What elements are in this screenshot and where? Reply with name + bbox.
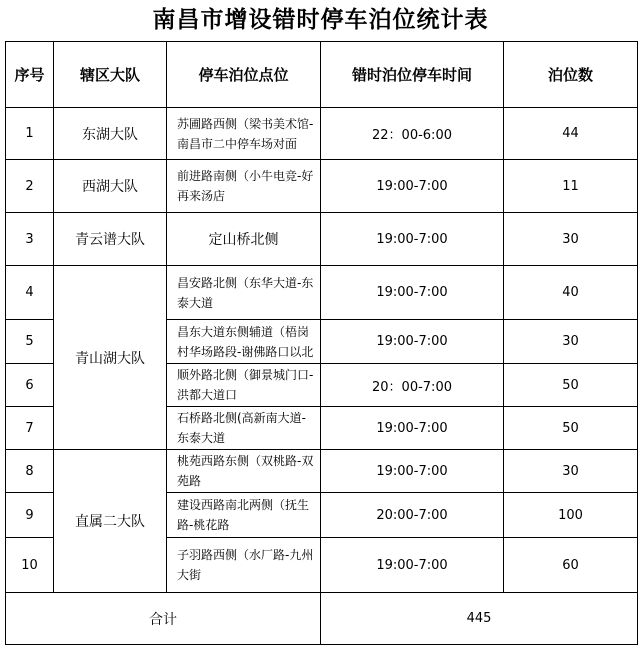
row-index: 1 <box>6 108 54 160</box>
row-index: 5 <box>6 320 54 364</box>
row-time: 19:00-7:00 <box>321 160 504 213</box>
row-location: 前进路南侧（小牛电竞-好再来汤店 <box>167 160 321 213</box>
row-time: 22：00-6:00 <box>321 108 504 160</box>
row-time: 20:00-7:00 <box>321 493 504 538</box>
total-value: 445 <box>321 593 638 645</box>
table-row <box>6 108 638 160</box>
row-count: 100 <box>504 493 638 538</box>
row-location: 昌安路北侧（东华大道-东泰大道 <box>167 266 321 320</box>
row-location: 建设西路南北两侧（抚生路-桃花路 <box>167 493 321 538</box>
row-count: 11 <box>504 160 638 213</box>
header-location: 停车泊位点位 <box>167 42 321 108</box>
row-district: 东湖大队 <box>54 108 167 160</box>
row-location: 定山桥北侧 <box>167 213 321 266</box>
row-count: 30 <box>504 320 638 364</box>
row-time: 19:00-7:00 <box>321 450 504 493</box>
row-district: 青山湖大队 <box>54 266 167 450</box>
row-location: 子羽路西侧（水厂路-九州大街 <box>167 538 321 593</box>
row-count: 50 <box>504 364 638 407</box>
row-index: 6 <box>6 364 54 407</box>
row-index: 7 <box>6 407 54 450</box>
row-location: 昌东大道东侧辅道（梧岗村华场路段-谢佛路口以北 <box>167 320 321 364</box>
row-location: 苏圃路西侧（梁书美术馆-南昌市二中停车场对面 <box>167 108 321 160</box>
total-label: 合计 <box>6 593 321 645</box>
row-time: 19:00-7:00 <box>321 213 504 266</box>
row-index: 10 <box>6 538 54 593</box>
table-row <box>6 450 638 493</box>
row-location: 石桥路北侧(高新南大道-东泰大道 <box>167 407 321 450</box>
header-index: 序号 <box>6 42 54 108</box>
row-count: 60 <box>504 538 638 593</box>
row-time: 19:00-7:00 <box>321 538 504 593</box>
row-time: 19:00-7:00 <box>321 407 504 450</box>
header-time: 错时泊位停车时间 <box>321 42 504 108</box>
header-count: 泊位数 <box>504 42 638 108</box>
row-index: 9 <box>6 493 54 538</box>
table-row <box>6 266 638 320</box>
total-row <box>6 593 638 645</box>
row-time: 20：00-7:00 <box>321 364 504 407</box>
row-count: 30 <box>504 450 638 493</box>
page-title: 南昌市增设错时停车泊位统计表 <box>152 7 489 33</box>
row-index: 8 <box>6 450 54 493</box>
row-district: 青云谱大队 <box>54 213 167 266</box>
row-count: 40 <box>504 266 638 320</box>
row-index: 3 <box>6 213 54 266</box>
row-time: 19:00-7:00 <box>321 266 504 320</box>
row-count: 44 <box>504 108 638 160</box>
parking-table <box>5 41 638 645</box>
row-count: 50 <box>504 407 638 450</box>
row-count: 30 <box>504 213 638 266</box>
row-location: 桃苑西路东侧（双桃路-双苑路 <box>167 450 321 493</box>
row-index: 2 <box>6 160 54 213</box>
header-row <box>6 42 638 108</box>
header-district: 辖区大队 <box>54 42 167 108</box>
row-district: 西湖大队 <box>54 160 167 213</box>
row-district: 直属二大队 <box>54 450 167 593</box>
row-index: 4 <box>6 266 54 320</box>
row-time: 19:00-7:00 <box>321 320 504 364</box>
table-row <box>6 213 638 266</box>
row-location: 顺外路北侧（御景城门口-洪都大道口 <box>167 364 321 407</box>
table-row <box>6 160 638 213</box>
